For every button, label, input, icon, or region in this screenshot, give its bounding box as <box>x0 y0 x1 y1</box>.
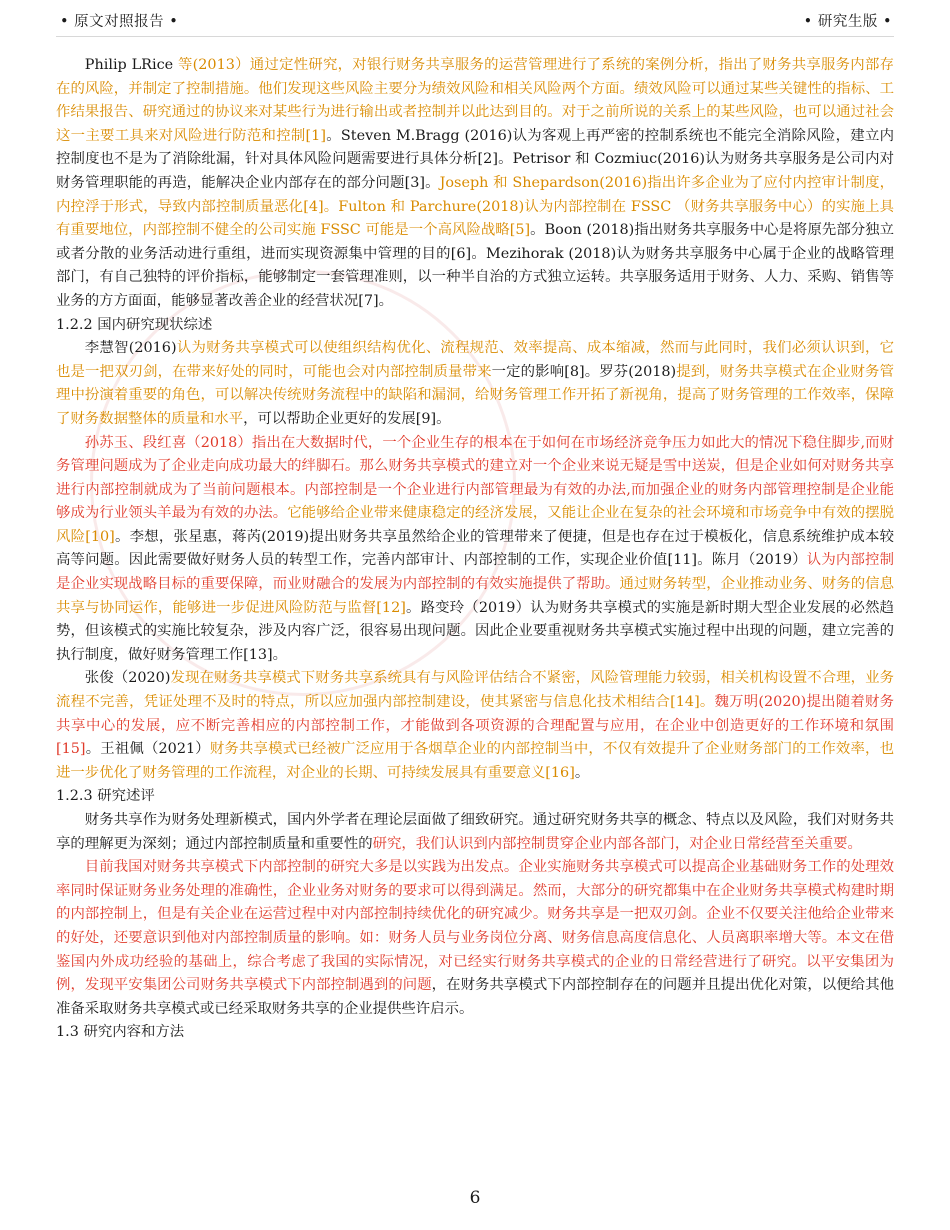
paragraph <box>56 856 894 1021</box>
highlight-red-text: 孙苏玉、段红喜（2018）指出在大数据时代，一个企业生存的根本在于如何在市场经济竞争压力如此大的情况下稳住脚步,而财务管理问题成为了企业走向成功最大的绊脚石。那么财务共享模式的建立对一个企业来说无疑是雪中送炭，但是企业如何对财务共享进行内部控制就成为了当前问题根本。内部控制是一个企业进行内部管理最为有效的办法,而加强企业的财务内部管理控制是企业能够成为行业领头羊最为有效的办法。 <box>56 434 894 522</box>
plain-text: 李慧智(2016) <box>84 340 177 357</box>
plain-text: 。 <box>574 764 590 781</box>
highlight-orange-text: Joseph 和 Shepardson(2016)指出许多企业为了应付内控审计制度，内控浮于形式，导致内部控制质量恶化[4]。 <box>56 174 894 215</box>
highlight-red-text: 魏万明(2020)提出随着财务共享中心的发展，应不断完善相应的内部控制工作，才能做到各项资源的合理配置与应用，在企业中创造更好的工作环境和氛围[15] <box>56 694 895 758</box>
highlight-orange-text: 认为财务共享模式可以使组织结构优化、流程规范、效率提高、成本缩减，然而与此同时，我们必须认识到，它也是一把双刃剑，在带来好处的同时，可能也会对内部控制质量带来 <box>56 340 894 380</box>
highlight-red-text: 研究，我们认识到内部控制贯穿企业内部各部门，对企业日常经营至关重要。 <box>372 835 862 852</box>
section-heading-1-3: 1.3 研究内容和方法 <box>56 1024 185 1041</box>
highlight-red-text: 目前我国对财务共享模式下内部控制的研究大多是以实践为出发点。企业实施财务共享模式可以提高企业基础财务工作的处理效率同时保证财务业务处理的准确性，企业业务对财务的要求可以得到满足。然而，大部分的研究都集中在企业财务共享模式构建时期的内部控制上，但是有关企业在运营过程中对内部控制持续优化的研究减少。财务共享是一把双刃剑。企业不仅要关注他给企业带来的好处，还要意识到他对内部控制质量的影响。如：财务人员与业务岗位分离、财务信息高度信息化、人员离职率增大等。本文在借鉴国内外成功经验的基础上，综合考虑了我国的实际情况，对已经实行财务共享模式的企业的日常经营进行了研究。以平安集团为例，发现平安集团公司财务共享模式下内部控制遇到的问题 <box>56 859 894 994</box>
highlight-orange-text: 财务共享模式已经被广泛应用于各烟草企业的内部控制当中，不仅有效提升了企业财务部门的工作效率，也进一步优化了财务管理的工作流程，对企业的长期、可持续发展具有重要意义[16] <box>56 741 894 781</box>
section-heading-1-2-2: 1.2.2 国内研究现状综述 <box>56 316 213 333</box>
highlight-orange-text: 通过财务转型，企业推动业务、财务的信息共享与协同运作，能够进一步促进风险防范与监督[12] <box>56 576 894 616</box>
paragraph <box>56 432 894 668</box>
page-number: 6 <box>469 1188 481 1208</box>
header-right-label: • 研究生版 • <box>803 14 892 30</box>
plain-text: 。Steven M.Bragg (2016)认为客观上再严密的控制系统也不能完全消除风险，建立内控制度也不是为了消除纰漏，针对具体风险问题需要进行具体分析[2]。Petrisor 和 Cozmiuc(2016)认为财务共享服务是公司内对财务管理职能的再造，能解决企业内部存在的部分问题[3]。 <box>56 127 895 191</box>
plain-text: 财务共享作为财务处理新模式，国内外学者在理论层面做了细致研究。通过研究财务共享的概念、特点以及风险，我们对财务共享的理解更为深刻；通过内部控制质量和重要性的 <box>56 812 894 852</box>
highlight-orange-text: 提到，财务共享模式在企业财务管理中扮演着重要的角色，可以解决传统财务流程中的缺陷和漏洞，给财务管理工作开拓了新视角，提高了财务管理的工作效率，保障了财务数据整体的质量和水平 <box>56 363 894 427</box>
paragraph <box>56 667 894 785</box>
highlight-orange-text: Fulton 和 Parchure(2018)认为内部控制在 FSSC （财务共享服务中心）的实施上具有重要地位，内部控制不健全的公司实施 FSSC 可能是一个高风险战略[5] <box>56 198 894 239</box>
plain-text: 。李想，张星惠，蒋芮(2019)提出财务共享虽然给企业的管理带来了便捷，但是也存在过于模板化，信息系统维护成本较高等问题。因此需要做好财务人员的转型工作，完善内部审计、内部控制的工作，实现企业价值[11]。陈月（2019） <box>56 528 895 569</box>
paragraph <box>56 809 894 856</box>
plain-text: 。王祖佩（2021） <box>85 741 210 758</box>
plain-text: Philip LRice <box>84 57 178 73</box>
plain-text: ，在财务共享模式下内部控制存在的问题并且提出优化对策，以便给其他准备采取财务共享模式或已经采取财务共享的企业提供些许启示。 <box>56 977 894 1017</box>
plain-text: 。Boon (2018)指出财务共享服务中心是将原先部分独立或者分散的业务活动进行重组，进而实现资源集中管理的目的[6]。Mezihorak (2018)认为财务共享服务中心属于企业的战略管理部门，有自己独特的评价指标，能够制定一套管理准则，以一种半自治的方式独立运转。共享服务适用于财务、人力、采购、销售等业务的方方面面，能够显著改善企业的经营状况[7]。 <box>56 222 894 309</box>
header-left-label: • 原文对照报告 • <box>60 14 179 30</box>
section-heading-1-2-3: 1.2.3 研究述评 <box>56 788 155 805</box>
highlight-orange-text: 发现在财务共享模式下财务共享系统具有与风险评估结合不紧密，风险管理能力较弱，相关机构设置不合理，业务流程不完善，凭证处理不及时的特点，所以应加强内部控制建设，使其紧密与信息化技术相结合[14]。 <box>56 670 894 711</box>
document-body <box>56 54 894 1045</box>
plain-text: 张俊（2020) <box>84 670 171 687</box>
paragraph <box>56 54 894 314</box>
plain-text: ，可以帮助企业更好的发展[9]。 <box>243 410 451 427</box>
highlight-red-text: 认为内部控制是企业实现战略目标的重要保障，而业财融合的发展为内部控制的有效实施提供了帮助。 <box>56 552 894 593</box>
header-divider <box>56 36 894 37</box>
paragraph <box>56 337 894 431</box>
plain-text: 一定的影响[8]。罗芬(2018) <box>491 363 677 380</box>
plain-text: 。路变玲（2019）认为财务共享模式的实施是新时期大型企业发展的必然趋势，但该模式的实施比较复杂，涉及内容广泛，很容易出现问题。因此企业要重视财务共享模式实施过程中出现的问题，建立完善的执行制度，做好财务管理工作[13]。 <box>56 599 894 663</box>
highlight-orange-text: 等(2013）通过定性研究，对银行财务共享服务的运营管理进行了系统的案例分析，指出了财务共享服务内部存在的风险，并制定了控制措施。他们发现这些风险主要分为绩效风险和相关风险两个方面。绩效风险可以通过某些关键性的指标、工作结果报告、研究通过的协议来对某些行为进行输出或者控制并以此达到目的。对于之前所说的关系上的某些风险，也可以通过社会这一主要工具来对风险进行防范和控制[1] <box>56 57 894 144</box>
highlight-orange-text: 它能够给企业带来健康稳定的经济发展，又能让企业在复杂的社会环境和市场竞争中有效的摆脱风险[10] <box>56 505 894 545</box>
